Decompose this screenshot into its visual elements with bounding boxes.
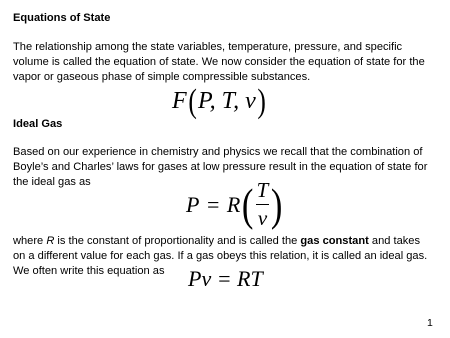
eq1-close-paren: ) <box>257 83 266 121</box>
eq2-close-paren: ) <box>271 178 283 230</box>
text-where: where <box>13 235 47 247</box>
eq2-denominator: v <box>257 206 268 231</box>
eq1-function: F <box>172 88 187 114</box>
equation-ideal-gas-pressure <box>186 176 285 232</box>
paragraph-line-8: on a different value for each gas. If a gas obeys this relation, it is called an ideal gas. <box>13 250 428 262</box>
eq2-lhs: P <box>186 191 200 217</box>
equation-pv-rt: Pv = RT <box>188 266 263 291</box>
term-gas-constant: gas constant <box>300 235 369 247</box>
paragraph-line-5: Boyle’s and Charles’ laws for gases at low pressure result in the equation of state for <box>13 161 428 173</box>
eq2-equals: = <box>206 191 220 217</box>
text-constant-of-proportionality: is the constant of proportionality and is called the <box>54 235 301 247</box>
eq2-numerator: T <box>256 180 270 205</box>
section-heading-equations-of-state: Equations of State <box>13 12 111 24</box>
text-and-takes: and takes <box>368 235 421 247</box>
paragraph-line-7 <box>13 234 420 250</box>
equation-f-ptv <box>172 84 267 119</box>
paragraph-line-3: vapor or gaseous phase of simple compressible substances. <box>13 71 311 83</box>
eq2-open-paren: ( <box>242 178 254 230</box>
eq1-open-paren: ( <box>188 83 197 121</box>
paragraph-line-1: The relationship among the state variables, temperature, pressure, and specific <box>13 41 403 53</box>
eq1-args: P, T, v <box>198 88 256 114</box>
eq2-coefficient: R <box>226 191 241 217</box>
paragraph-line-9: We often write this equation as <box>13 265 165 277</box>
paragraph-line-2: volume is called the equation of state. We now consider the equation of state for the <box>13 56 425 68</box>
eq2-fraction <box>256 180 270 229</box>
page-number: 1 <box>427 317 433 329</box>
section-heading-ideal-gas: Ideal Gas <box>13 118 63 130</box>
symbol-r: R <box>46 235 55 247</box>
paragraph-line-4: Based on our experience in chemistry and physics we recall that the combination of <box>13 146 423 158</box>
paragraph-line-6: the ideal gas as <box>13 176 91 188</box>
